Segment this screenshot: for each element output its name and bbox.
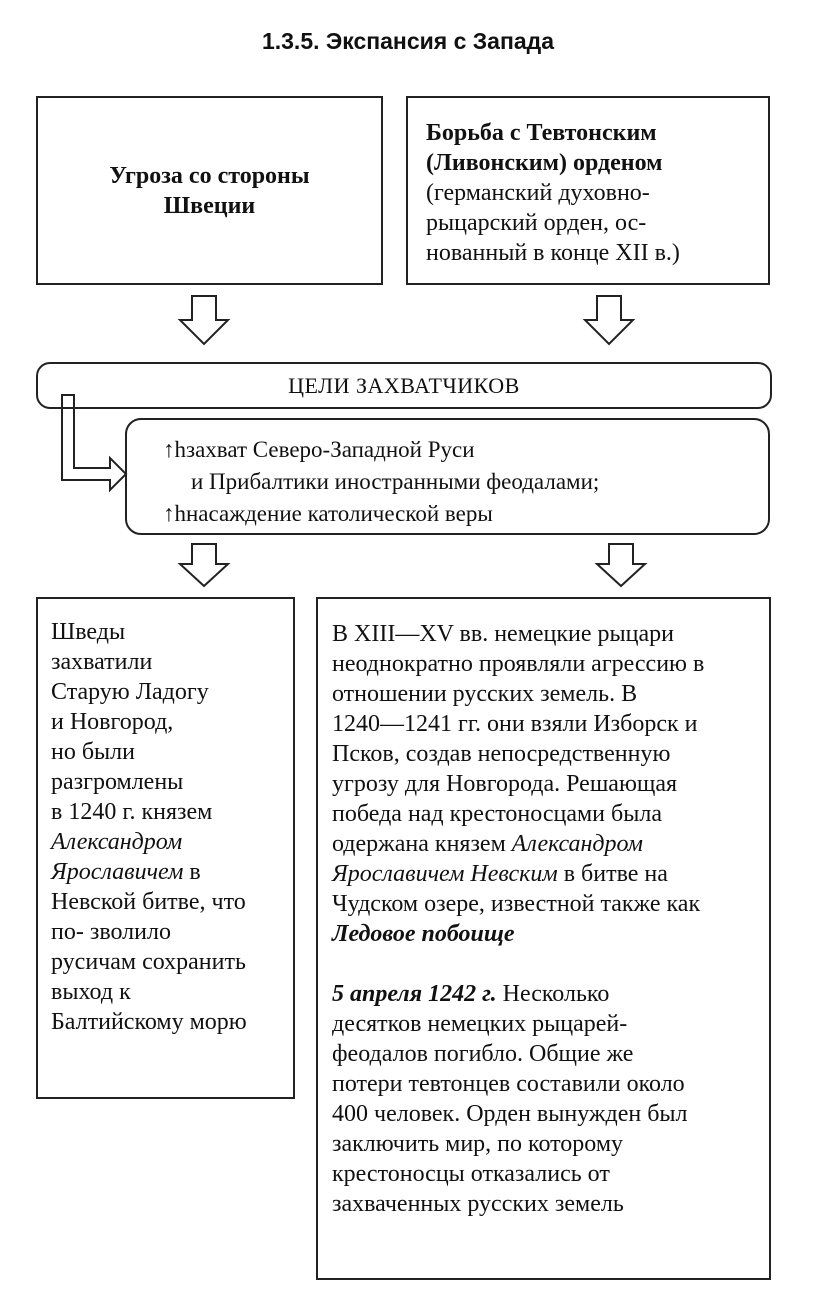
- sweden-result-line: выход к: [51, 979, 131, 1005]
- teutonic-result-line: неоднократно проявляли агрессию в: [332, 651, 705, 677]
- teutonic-result-line: одержана князем: [332, 831, 512, 857]
- teutonic-heading-line2: (Ливонским) орденом: [426, 150, 663, 176]
- teutonic-result-box: [316, 597, 771, 1280]
- sweden-result-line: в 1240 г. князем: [51, 799, 213, 825]
- sweden-result-line: Старую Ладогу: [51, 679, 209, 705]
- teutonic-result-line: крестоносцы отказались от: [332, 1161, 610, 1187]
- sweden-result-line: и Новгород,: [51, 709, 174, 735]
- down-arrow-icon: [597, 544, 645, 586]
- teutonic-result-name: Александром: [511, 831, 643, 857]
- sweden-result-line: Балтийскому морю: [51, 1009, 247, 1035]
- teutonic-result-line: десятков немецких рыцарей-: [332, 1011, 628, 1037]
- goals-header-label: ЦЕЛИ ЗАХВАТЧИКОВ: [288, 372, 520, 398]
- teutonic-desc-line2: рыцарский орден, ос-: [426, 210, 647, 236]
- teutonic-desc-line1: (германский духовно-: [426, 180, 650, 206]
- teutonic-result-line: Чудском озере, известной также как: [332, 891, 701, 917]
- teutonic-result-line: заключить мир, по которому: [332, 1131, 624, 1157]
- down-arrow-icon: [585, 296, 633, 344]
- teutonic-result-line: захваченных русских земель: [332, 1191, 624, 1217]
- sweden-result-line: захватили: [51, 649, 153, 675]
- teutonic-result-line: Псков, создав непосредственную: [332, 741, 671, 767]
- goal-item-2: ↑hнасаждение католической веры: [163, 501, 493, 526]
- sweden-result-line: но были: [51, 739, 135, 765]
- sweden-result-name: Ярославичем: [51, 859, 184, 885]
- goals-header-box: [36, 362, 772, 409]
- sweden-result-name: Александром: [51, 829, 183, 855]
- page-title: 1.3.5. Экспансия с Запада: [261, 28, 555, 54]
- teutonic-result-line: в битве на: [557, 861, 668, 887]
- teutonic-result-line: 1240—1241 гг. они взяли Изборск и: [332, 711, 698, 737]
- sweden-threat-line1: Угроза со стороны: [109, 162, 310, 189]
- sweden-result-line: по- зволило: [51, 919, 171, 945]
- teutonic-result-line: отношении русских земель. В: [332, 681, 638, 707]
- sweden-result-box: [36, 597, 295, 1099]
- sweden-result-line: Шведы: [51, 619, 126, 645]
- teutonic-heading-line1: Борьба с Тевтонским: [426, 120, 657, 146]
- battle-date: 5 апреля 1242 г.: [332, 981, 497, 1007]
- sweden-result-line: Невской битве, что: [51, 889, 246, 915]
- goals-list-box: [125, 418, 770, 535]
- teutonic-result-name: Ярославичем Невским: [332, 861, 558, 887]
- sweden-result-line: в: [183, 859, 201, 885]
- goal-item-1-line1: ↑hзахват Северо-Западной Руси: [163, 437, 475, 462]
- goal-item-1-line2: и Прибалтики иностранными феодалами;: [191, 469, 600, 494]
- sweden-threat-line2: Швеции: [163, 192, 256, 219]
- sweden-result-line: русичам сохранить: [51, 949, 246, 975]
- battle-name: Ледовое побоище: [332, 921, 515, 947]
- down-arrow-icon: [180, 296, 228, 344]
- teutonic-result-line: феодалов погибло. Общие же: [332, 1041, 634, 1067]
- teutonic-desc-line3: нованный в конце XII в.): [426, 240, 680, 266]
- right-arrow-icon: [62, 395, 126, 490]
- teutonic-result-line: 400 человек. Орден вынужден был: [332, 1101, 688, 1127]
- teutonic-result-line: В XIII—XV вв. немецкие рыцари: [332, 621, 675, 647]
- teutonic-result-line: потери тевтонцев составили около: [332, 1071, 685, 1097]
- teutonic-result-line: Несколько: [496, 981, 610, 1007]
- down-arrow-icon: [180, 544, 228, 586]
- teutonic-result-line: победа над крестоносцами была: [332, 801, 662, 827]
- sweden-result-line: разгромлены: [51, 769, 184, 795]
- teutonic-result-line: угрозу для Новгорода. Решающая: [332, 771, 678, 797]
